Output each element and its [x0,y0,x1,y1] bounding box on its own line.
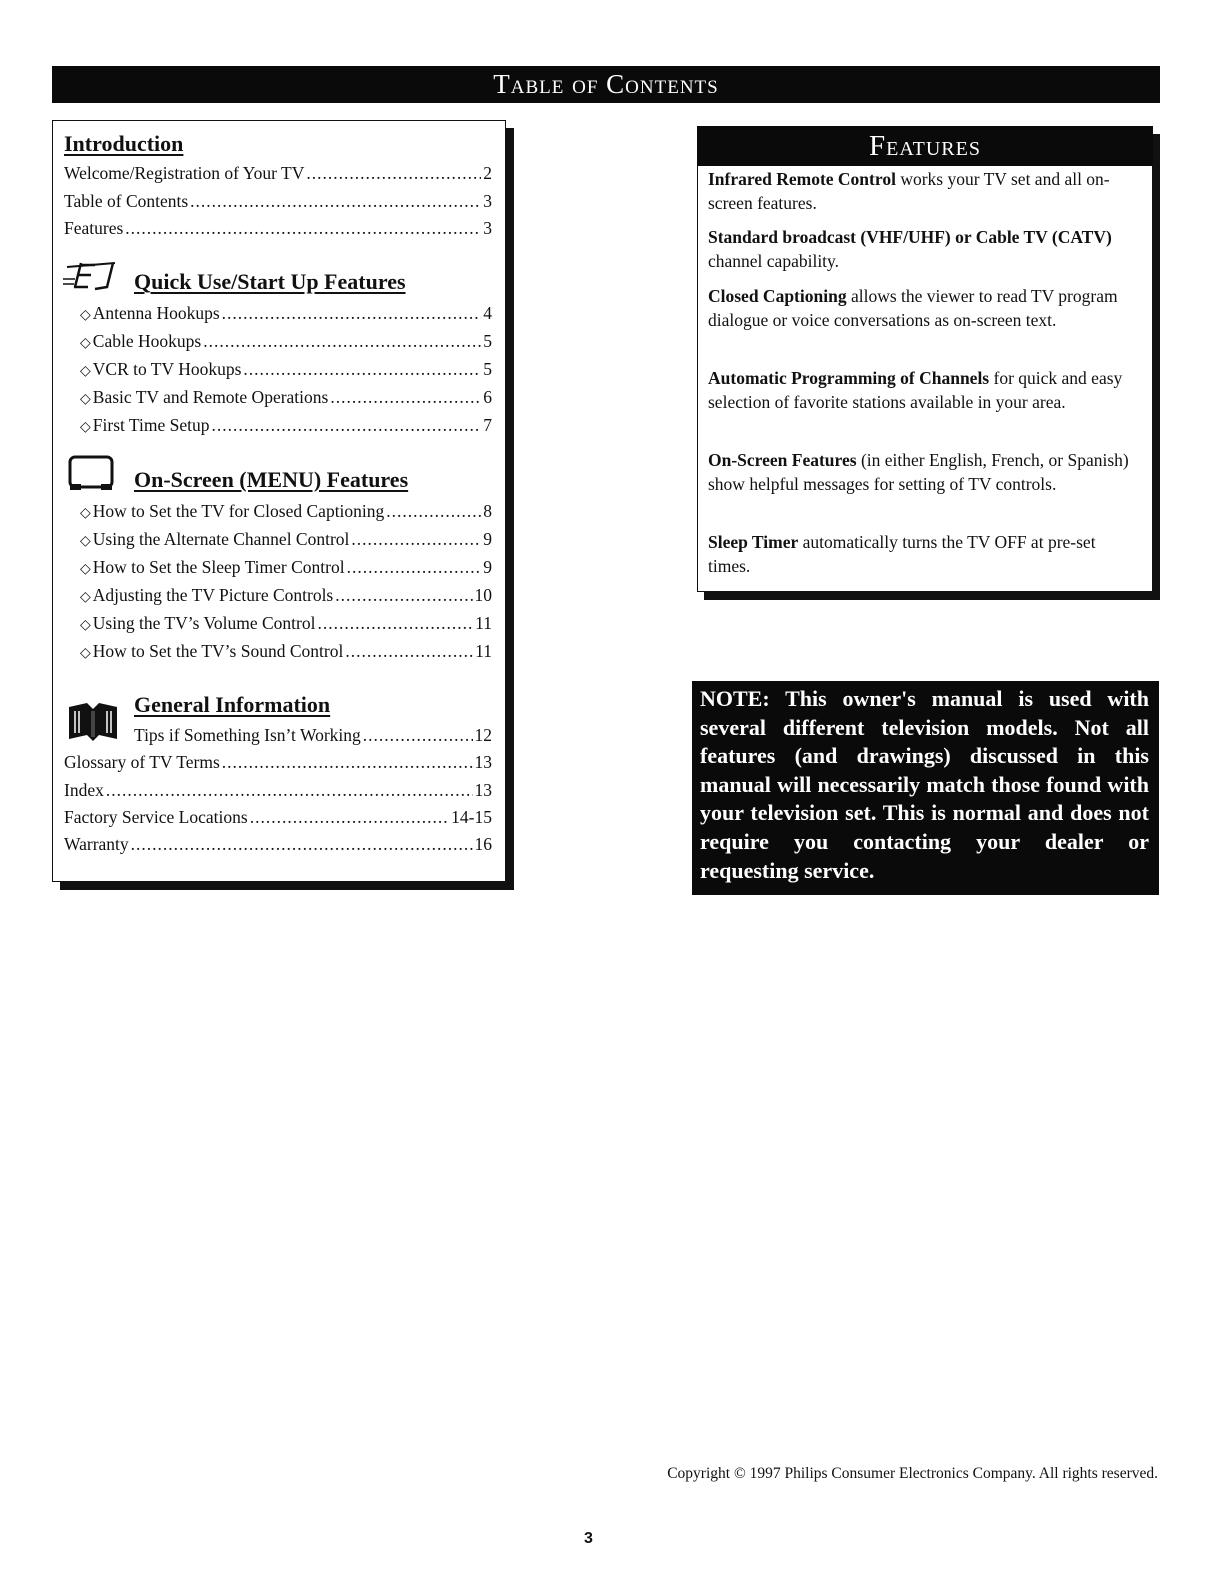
book-icon [65,697,121,743]
toc-entry[interactable] [80,303,492,324]
toc-entry-page: 16 [474,834,492,854]
toc-entry-label: Basic TV and Remote Operations [92,387,329,407]
diamond-bullet-icon: ◇ [80,505,91,521]
toc-entry-label: Glossary of TV Terms [64,752,220,772]
diamond-bullet-icon: ◇ [80,589,91,605]
toc-entry-page: 8 [483,501,492,521]
page-number: 3 [584,1530,593,1547]
toc-entry[interactable] [80,331,492,352]
toc-entry[interactable] [80,529,492,550]
feature-item [708,167,1142,215]
diamond-bullet-icon: ◇ [80,561,91,577]
feature-name: Sleep Timer [708,532,799,552]
toc-entry[interactable] [64,752,492,773]
feature-item [708,366,1142,414]
toc-entry[interactable] [80,359,492,380]
feature-name: Standard broadcast (VHF/UHF) or Cable TV (CATV) [708,227,1112,247]
toc-entry-page: 7 [483,415,492,435]
section-title-on-screen: On-Screen (MENU) Features [134,467,409,492]
page-title: Table of Contents [52,66,1160,103]
toc-entry-label: Using the TV’s Volume Control [92,613,316,633]
toc-entry-label: Factory Service Locations [64,807,248,827]
toc-entry-page: 9 [483,557,492,577]
feature-item [708,284,1142,332]
feature-name: Infrared Remote Control [708,169,896,189]
diamond-bullet-icon: ◇ [80,363,91,379]
toc-entry-label: Cable Hookups [92,331,202,351]
feature-description: channel capability. [708,251,840,271]
toc-entry[interactable] [64,218,492,239]
diamond-bullet-icon: ◇ [80,617,91,633]
toc-entry-label: Index [64,780,104,800]
toc-entry-label: Using the Alternate Channel Control [92,529,350,549]
diamond-bullet-icon: ◇ [80,645,91,661]
toc-entry-label: Adjusting the TV Picture Controls [92,585,334,605]
copyright-notice: Copyright © 1997 Philips Consumer Electronics Company. All rights reserved. [667,1465,1158,1482]
screen-menu-icon [67,454,117,492]
toc-entry-page: 11 [475,641,492,661]
diamond-bullet-icon: ◇ [80,533,91,549]
toc-entry[interactable] [64,807,492,828]
toc-entry[interactable] [64,834,492,855]
section-title-introduction: Introduction [64,131,184,156]
feature-name: Automatic Programming of Channels [708,368,990,388]
diamond-bullet-icon: ◇ [80,307,91,323]
features-title: Features [697,126,1153,166]
toc-entry[interactable] [80,501,492,522]
toc-entry-label: First Time Setup [92,415,210,435]
diamond-bullet-icon: ◇ [80,335,91,351]
toc-entry-label: How to Set the Sleep Timer Control [92,557,345,577]
toc-entry-page: 5 [483,359,492,379]
toc-entry-page: 2 [483,163,492,183]
toc-entry-page: 10 [474,585,492,605]
toc-entry-page: 9 [483,529,492,549]
toc-entry-label: Features [64,218,124,238]
diamond-bullet-icon: ◇ [80,419,91,435]
toc-entry-label: VCR to TV Hookups [92,359,242,379]
note-box: NOTE: This owner's manual is used with several different television models. Not all features (and drawings) discussed in this manual will necessarily match those found with your television set. This is normal and does not require you contacting your dealer or requesting service. [692,681,1159,895]
feature-name: On-Screen Features [708,450,857,470]
toc-entry[interactable] [80,641,492,662]
toc-entry[interactable] [80,557,492,578]
toc-entry-label: Table of Contents [64,191,189,211]
toc-entry-label: How to Set the TV’s Sound Control [92,641,344,661]
section-title-quick-use: Quick Use/Start Up Features [134,269,406,294]
toc-entry-label: How to Set the TV for Closed Captioning [92,501,385,521]
section-title-general: General Information [134,692,331,717]
diamond-bullet-icon: ◇ [80,391,91,407]
toc-entry-page: 13 [474,752,492,772]
toc-entry-page: 11 [475,613,492,633]
toc-entry[interactable] [134,725,492,746]
feature-description: (in either English, French, or Spanish) show helpful messages for setting of TV controls. [708,450,1129,494]
toc-entry-page: 14-15 [451,807,492,827]
feature-description: allows the viewer to read TV program dialogue or voice conversations as on-screen text. [708,286,1118,330]
toc-entry-label: Warranty [64,834,129,854]
toc-entry[interactable] [80,415,492,436]
toc-entry[interactable] [64,163,492,184]
feature-item [708,225,1142,273]
feature-item [708,530,1142,578]
toc-entry-label: Welcome/Registration of Your TV [64,163,305,183]
toc-entry[interactable] [80,387,492,408]
toc-entry-page: 5 [483,331,492,351]
toc-entry-page: 3 [483,218,492,238]
feature-name: Closed Captioning [708,286,847,306]
quick-start-icon [61,257,123,293]
feature-item [708,448,1142,496]
toc-entry[interactable] [80,585,492,606]
toc-entry[interactable] [64,780,492,801]
toc-entry-label: Antenna Hookups [92,303,220,323]
toc-entry[interactable] [80,613,492,634]
toc-entry-page: 12 [474,725,492,745]
toc-entry-page: 13 [474,780,492,800]
feature-description: automatically turns the TV OFF at pre-set times. [708,532,1096,576]
toc-entry-page: 3 [483,191,492,211]
feature-description: works your TV set and all on-screen features. [708,169,1110,213]
features-box [697,126,1153,592]
table-of-contents-box [52,120,506,882]
toc-entry-label: Tips if Something Isn’t Working [134,725,361,745]
feature-description: for quick and easy selection of favorite stations available in your area. [708,368,1123,412]
toc-entry-page: 6 [483,387,492,407]
toc-entry[interactable] [64,191,492,212]
toc-entry-page: 4 [483,303,492,323]
